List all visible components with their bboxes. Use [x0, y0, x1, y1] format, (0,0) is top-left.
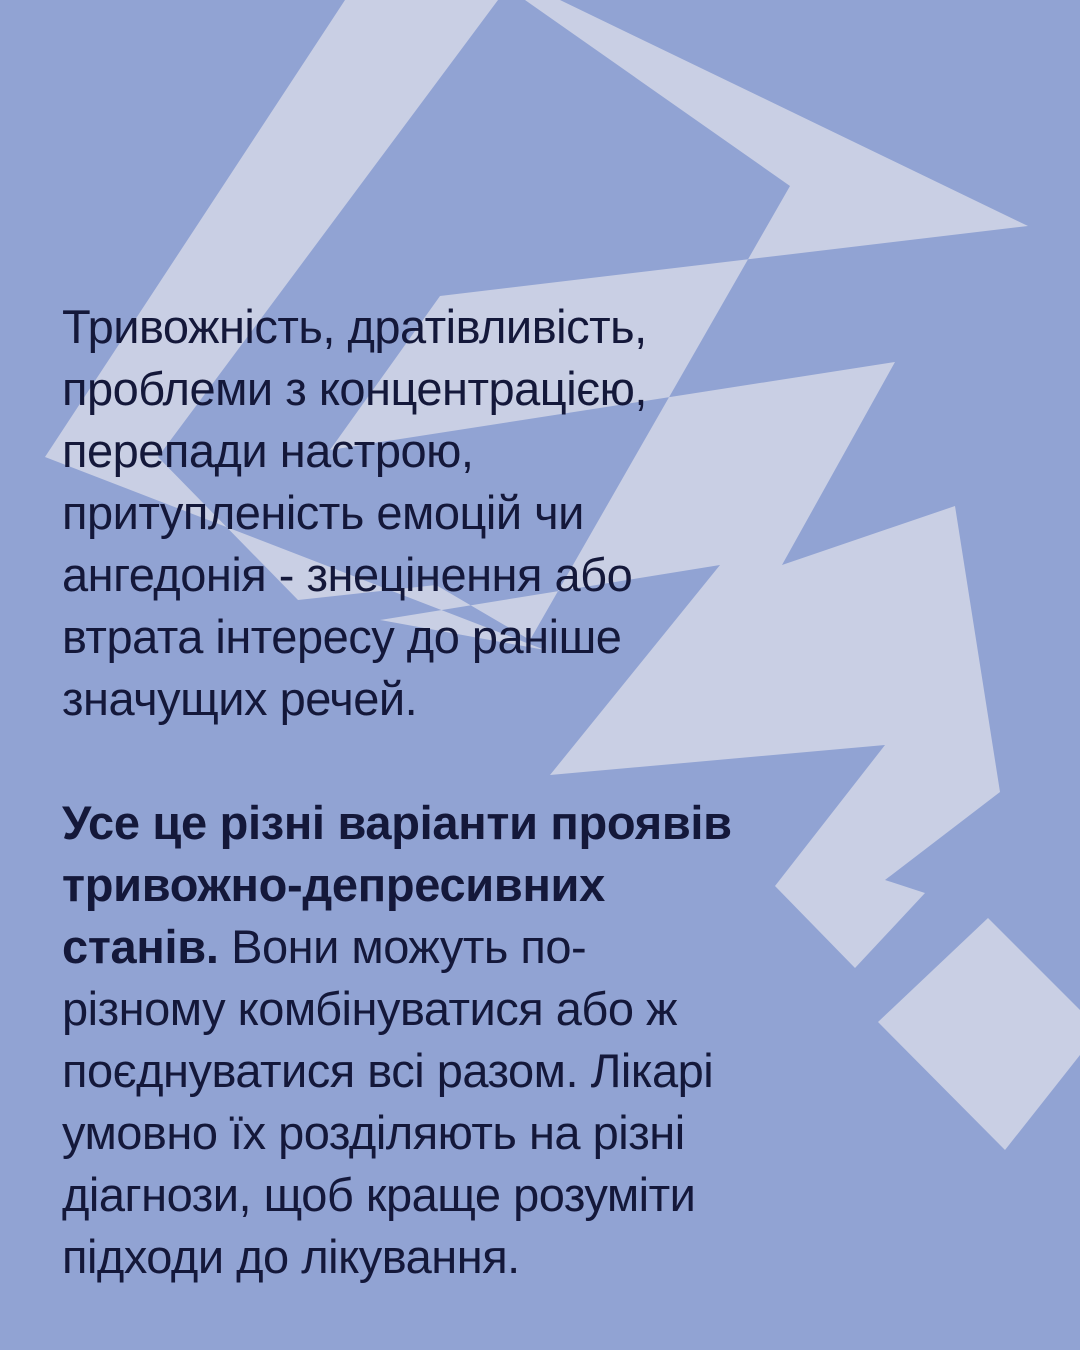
text-line: значущих речей. — [62, 672, 418, 725]
text-line: поєднуватися всі разом. Лікарі — [62, 1044, 714, 1097]
text-line: проблеми з концентрацією, — [62, 362, 647, 415]
text-line: ангедонія - знецінення або — [62, 548, 633, 601]
paragraph-symptoms — [62, 296, 882, 730]
text-line: втрата інтересу до раніше — [62, 610, 622, 663]
bold-text-line: Усе це різні варіанти проявів — [62, 796, 732, 849]
bold-text-fragment: станів. — [62, 920, 219, 973]
paragraph-explanation — [62, 792, 882, 1288]
text-line: діагнози, щоб краще розуміти — [62, 1168, 696, 1221]
text-line: різному комбінуватися або ж — [62, 982, 677, 1035]
mixed-text-line — [62, 916, 882, 978]
text-line: умовно їх розділяють на різні — [62, 1106, 685, 1159]
text-line: підходи до лікування. — [62, 1230, 520, 1283]
text-line: притупленість емоцій чи — [62, 486, 584, 539]
text-line: перепади настрою, — [62, 424, 474, 477]
text-line: Тривожність, дратівливість, — [62, 300, 647, 353]
text-content — [62, 296, 882, 1288]
diamond-shape — [878, 918, 1080, 1150]
regular-text-fragment: Вони можуть по- — [218, 920, 587, 973]
bold-text-line: тривожно-депресивних — [62, 858, 605, 911]
